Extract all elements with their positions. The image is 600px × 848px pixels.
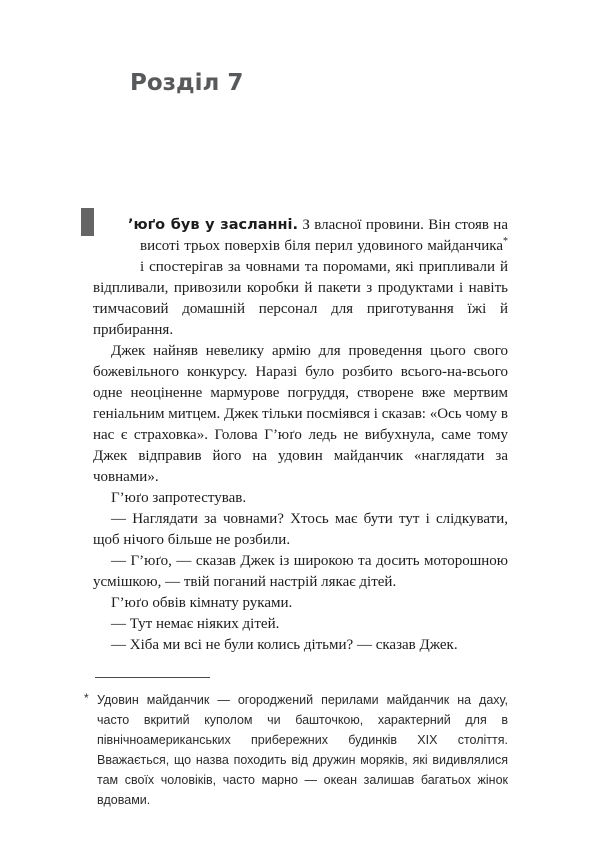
lead-paragraph: [93, 215, 508, 341]
lead-text-after-ref: і спостерігав за човнами та поромами, які припливали й відпливали, привозили коробки й пакети з продуктами і навіть тимчасовий домашній персонал для приготування їжі й прибирання.: [93, 259, 508, 338]
footnote-marker-asterisk: *: [84, 691, 89, 705]
paragraph: Г’юґо запротестував.: [111, 490, 247, 506]
chapter-title: Розділ 7: [130, 70, 244, 96]
paragraph: Г’юґо обвів кімнату руками.: [111, 595, 293, 611]
drop-cap-letter: [94, 218, 95, 219]
footnote: [84, 690, 508, 810]
footnote-separator: [95, 677, 210, 678]
paragraph-dialogue: — Хіба ми всі не були колись дітьми? — сказав Джек.: [111, 637, 458, 653]
drop-cap-letter-shape: [81, 208, 94, 236]
footnote-reference-asterisk: *: [503, 236, 508, 247]
paragraph-dialogue: — Тут немає ніяких дітей.: [111, 616, 280, 632]
footnote-text: Удовин майданчик — огороджений перилами майданчик на даху, часто вкритий куполом чи башточкою, характерний для в північноамериканських прибережних будинків XIX століття. Вважається, що назва походить від дружин моряків, які видивлялися там своїх чоловіків, часто марно — океан залишав багатьох жінок вдовами.: [97, 693, 508, 807]
paragraph-dialogue: — Г’юґо, — сказав Джек із широкою та досить моторошною усмішкою, — твій поганий настрій лякає дітей.: [93, 553, 508, 590]
paragraph-dialogue: — Наглядати за човнами? Хтось має бути тут і слідкувати, щоб нічого більше не розбили.: [93, 511, 508, 548]
lead-text-before-ref: З власної провини. Він стояв на висоті трьох поверхів біля перил удовиного майданчика: [140, 217, 508, 254]
lead-bold-intro: ’юґо був у засланні.: [128, 217, 298, 233]
body-text-column: [93, 215, 508, 656]
paragraph: Джек найняв невелику армію для проведення цього свого божевільного конкурсу. Наразі було розбито всього-на-всього одне неоціненне мармурове погруддя, створене вже мертвим геніальним митцем. Джек тільки посміявся і сказав: «Ось чому в нас є страховка». Голова Г’юґо ледь не вибухнула, саме тому Джек відправив його на удовин майданчик «наглядати за човнами».: [93, 343, 508, 485]
